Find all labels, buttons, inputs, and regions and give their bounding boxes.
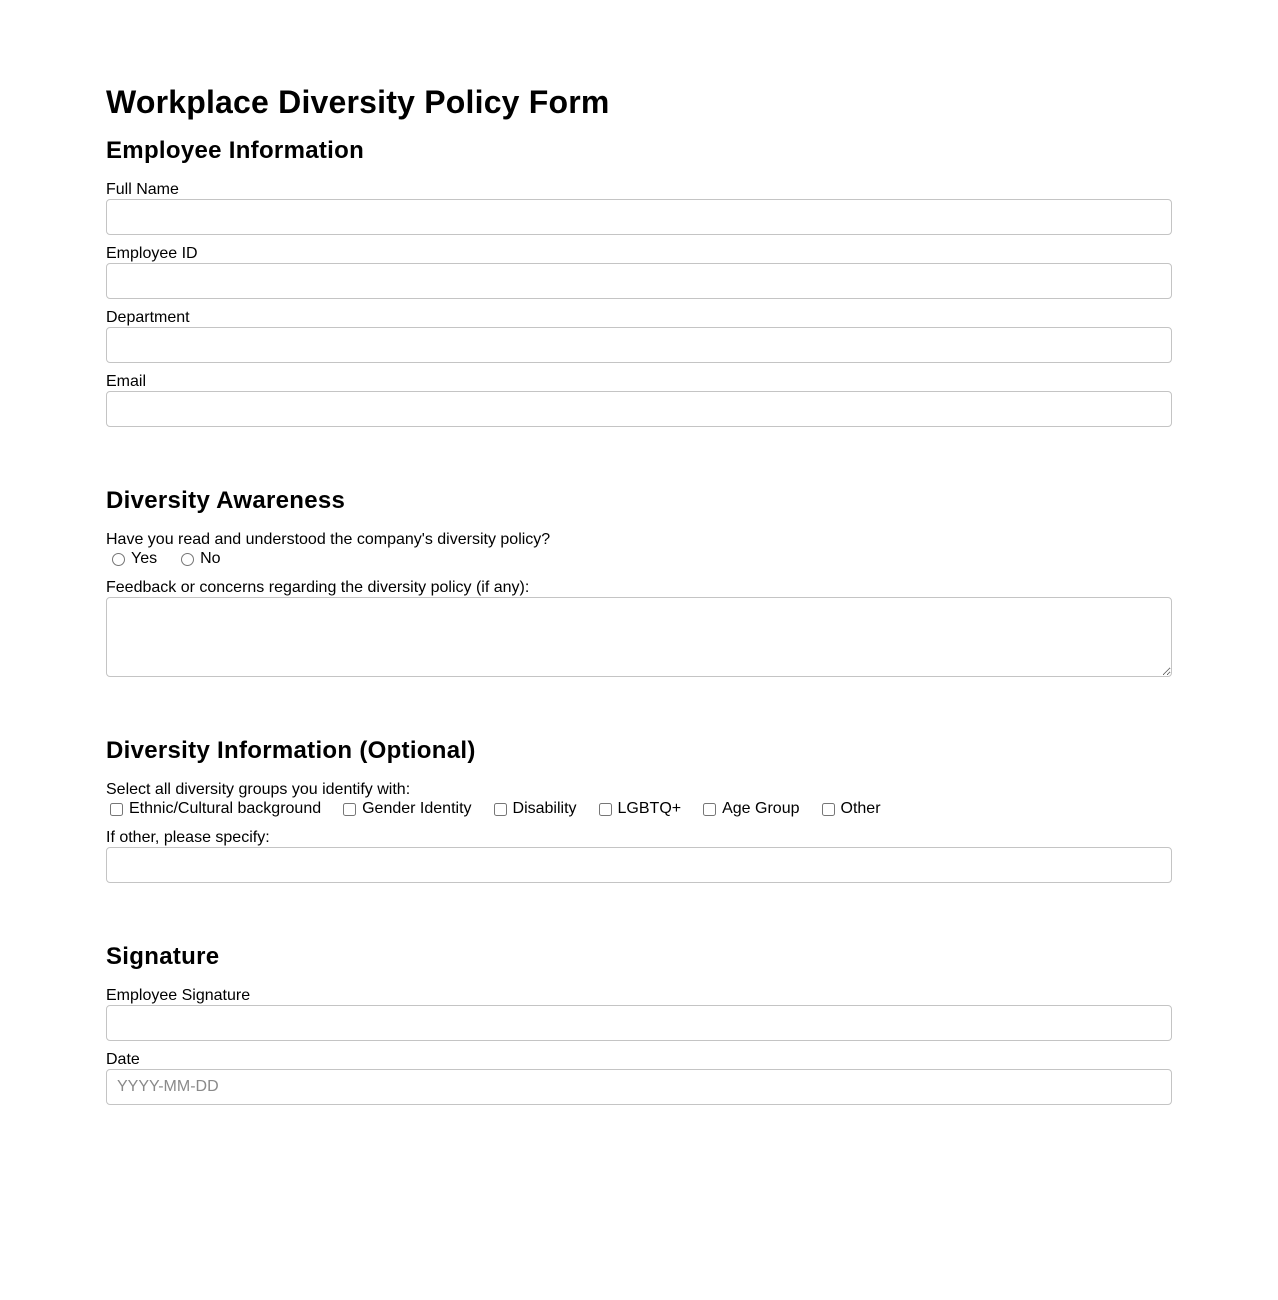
policy-read-yes-option[interactable] <box>110 549 157 569</box>
group-disability-label: Disability <box>512 800 577 817</box>
group-age-checkbox[interactable] <box>703 803 716 816</box>
employee-signature-label: Employee Signature <box>106 987 251 1004</box>
group-other-label: Other <box>840 800 881 817</box>
diversity-information-heading: Diversity Information (Optional) <box>106 737 476 764</box>
policy-read-no-radio[interactable] <box>181 553 194 566</box>
feedback-textarea[interactable] <box>106 597 1172 677</box>
other-specify-label: If other, please specify: <box>106 829 270 846</box>
diversity-groups-options <box>108 799 901 819</box>
diversity-groups-prompt: Select all diversity groups you identify with: <box>106 781 411 798</box>
group-lgbtq-option[interactable] <box>597 799 682 819</box>
group-age-label: Age Group <box>722 800 800 817</box>
group-gender-identity-option[interactable] <box>341 799 471 819</box>
policy-read-yes-label: Yes <box>131 550 158 567</box>
group-disability-checkbox[interactable] <box>494 803 507 816</box>
department-input[interactable] <box>106 327 1172 363</box>
policy-read-question: Have you read and understood the company's diversity policy? <box>106 531 551 548</box>
group-other-checkbox[interactable] <box>822 803 835 816</box>
signature-heading: Signature <box>106 943 220 970</box>
group-ethnic-cultural-label: Ethnic/Cultural background <box>129 800 322 817</box>
policy-read-no-label: No <box>200 550 221 567</box>
department-label: Department <box>106 309 190 326</box>
policy-read-options <box>110 549 243 569</box>
group-ethnic-cultural-checkbox[interactable] <box>110 803 123 816</box>
employee-info-heading: Employee Information <box>106 137 365 164</box>
email-label: Email <box>106 373 147 390</box>
policy-read-no-option[interactable] <box>179 549 220 569</box>
group-gender-identity-checkbox[interactable] <box>343 803 356 816</box>
email-input[interactable] <box>106 391 1172 427</box>
date-label: Date <box>106 1051 140 1068</box>
group-ethnic-cultural-option[interactable] <box>108 799 321 819</box>
group-lgbtq-checkbox[interactable] <box>599 803 612 816</box>
group-other-option[interactable] <box>820 799 881 819</box>
employee-id-input[interactable] <box>106 263 1172 299</box>
diversity-awareness-heading: Diversity Awareness <box>106 487 346 514</box>
employee-signature-input[interactable] <box>106 1005 1172 1041</box>
group-gender-identity-label: Gender Identity <box>362 800 472 817</box>
policy-read-yes-radio[interactable] <box>112 553 125 566</box>
full-name-label: Full Name <box>106 181 179 198</box>
employee-id-label: Employee ID <box>106 245 198 262</box>
date-input[interactable] <box>106 1069 1172 1105</box>
group-disability-option[interactable] <box>492 799 577 819</box>
feedback-label: Feedback or concerns regarding the diversity policy (if any): <box>106 579 530 596</box>
other-specify-input[interactable] <box>106 847 1172 883</box>
page-title: Workplace Diversity Policy Form <box>106 84 610 120</box>
full-name-input[interactable] <box>106 199 1172 235</box>
group-age-option[interactable] <box>701 799 799 819</box>
group-lgbtq-label: LGBTQ+ <box>617 800 682 817</box>
